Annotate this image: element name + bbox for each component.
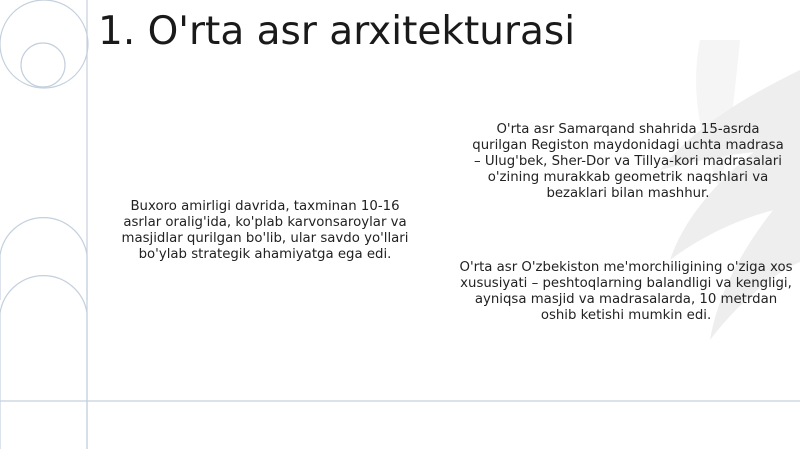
arch-outline-lower <box>0 276 87 449</box>
large-circle-outline <box>0 0 88 88</box>
paragraph-portals: O'rta asr O'zbekiston me'morchiligining o'ziga xos xususiyati – peshtoqlarning balandligi va kengligi, ayniqsa masjid va madrasalarda, 10 metrdan oshib ketishi mumkin edi. <box>459 260 793 323</box>
slide-title: 1. O'rta asr arxitekturasi <box>98 9 576 54</box>
small-circle-outline <box>21 43 65 87</box>
paragraph-registan: O'rta asr Samarqand shahrida 15-asrda qurilgan Registon maydonidagi uchta madrasa – Ulug'bek, Sher-Dor va Tillya-kori madrasalari o'zining murakkab geometrik naqshlari va bezaklari bilan mashhur. <box>472 122 784 201</box>
paragraph-bukhara: Buxoro amirligi davrida, taxminan 10-16 asrlar oralig'ida, ko'plab karvonsaroylar va masjidlar qurilgan bo'lib, ular savdo yo'llari bo'ylab strategik ahamiyatga ega edi. <box>121 199 409 262</box>
